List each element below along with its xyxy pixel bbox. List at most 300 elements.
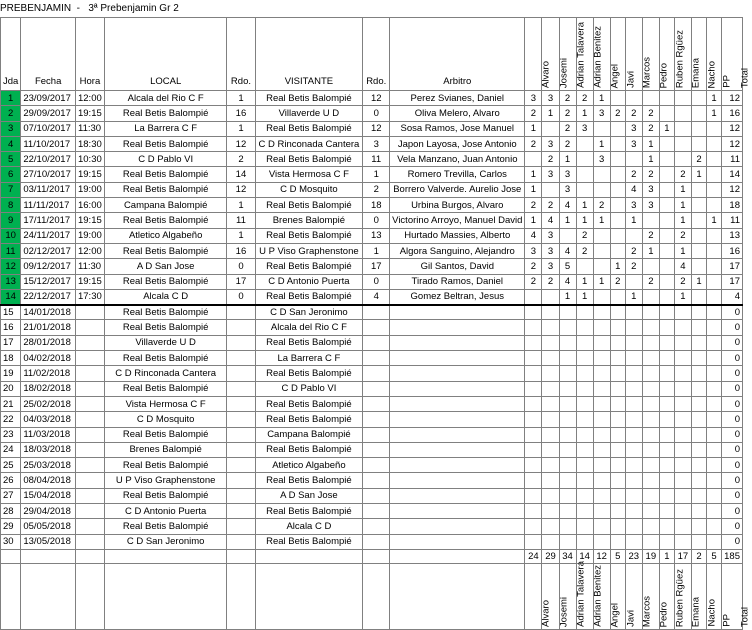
cell-goals xyxy=(610,335,625,350)
cell-arbitro: Japon Layosa, Jose Antonio xyxy=(390,136,525,151)
cell-goals: 3 xyxy=(542,228,559,243)
cell-goals xyxy=(542,121,559,136)
cell-rdo-local: 12 xyxy=(227,136,255,151)
cell-rdo-local: 11 xyxy=(227,213,255,228)
cell-goals: 1 xyxy=(593,213,610,228)
cell-goals xyxy=(659,396,674,411)
cell-goals xyxy=(559,228,576,243)
cell-rdo-local xyxy=(227,335,255,350)
cell-goals xyxy=(559,488,576,503)
cell-goals: 1 xyxy=(707,91,722,106)
match-row xyxy=(1,228,743,243)
cell-goals xyxy=(659,213,674,228)
cell-goals xyxy=(674,458,691,473)
match-table xyxy=(0,17,751,630)
cell-goals xyxy=(525,488,542,503)
cell-jda: 27 xyxy=(1,488,21,503)
cell-rdo-local xyxy=(227,534,255,549)
match-row xyxy=(1,427,743,442)
cell-goals xyxy=(610,213,625,228)
header-visitante: VISITANTE xyxy=(255,18,363,91)
cell-goals: 1 xyxy=(674,182,691,197)
cell-fecha: 23/09/2017 xyxy=(21,91,76,106)
cell-arbitro: Oliva Melero, Alvaro xyxy=(390,106,525,121)
cell-local: Real Betis Balompié xyxy=(104,213,227,228)
cell-goals xyxy=(691,442,706,457)
cell-goals xyxy=(659,274,674,289)
cell-rdo-local: 16 xyxy=(227,106,255,121)
cell-jda: 8 xyxy=(1,198,21,213)
footer-player xyxy=(576,563,604,629)
cell-goals xyxy=(659,182,674,197)
cell-total: 0 xyxy=(722,488,743,503)
cell-goals xyxy=(559,427,576,442)
cell-local: Brenes Balompié xyxy=(104,442,227,457)
cell-fecha: 14/01/2018 xyxy=(21,305,76,320)
cell-goals xyxy=(625,335,642,350)
player-name: Alvaro xyxy=(540,599,552,627)
cell-hora xyxy=(75,427,104,442)
cell-rdo-local: 12 xyxy=(227,182,255,197)
cell-goals xyxy=(525,396,542,411)
cell-jda: 22 xyxy=(1,412,21,427)
cell-player-total: 23 xyxy=(625,549,642,563)
cell-goals xyxy=(525,458,542,473)
cell-goals: 3 xyxy=(625,121,642,136)
cell-goals: 3 xyxy=(642,182,659,197)
header-player xyxy=(659,18,686,91)
cell-goals xyxy=(576,396,593,411)
cell-goals xyxy=(674,91,691,106)
cell-goals: 1 xyxy=(707,106,722,121)
cell-rdo-local: 14 xyxy=(227,167,255,182)
cell-rdo-local: 1 xyxy=(227,121,255,136)
player-name: Angel xyxy=(609,602,621,627)
cell-rdo-visitante: 1 xyxy=(363,167,390,182)
empty-cell xyxy=(363,563,390,629)
cell-goals xyxy=(707,305,722,320)
cell-rdo-visitante xyxy=(363,458,390,473)
cell-goals xyxy=(691,305,706,320)
cell-arbitro: Gil Santos, David xyxy=(390,259,525,274)
header-local: LOCAL xyxy=(104,18,227,91)
cell-goals xyxy=(610,504,625,519)
header-player xyxy=(610,18,637,91)
cell-goals xyxy=(525,412,542,427)
footer-player xyxy=(722,563,751,629)
cell-goals xyxy=(659,289,674,304)
cell-hora xyxy=(75,381,104,396)
empty-cell xyxy=(1,549,21,563)
cell-fecha: 13/05/2018 xyxy=(21,534,76,549)
cell-arbitro xyxy=(390,488,525,503)
cell-goals xyxy=(707,167,722,182)
cell-goals: 1 xyxy=(610,259,625,274)
cell-total: 16 xyxy=(722,106,743,121)
cell-goals: 2 xyxy=(625,167,642,182)
cell-goals: 1 xyxy=(593,274,610,289)
cell-goals xyxy=(707,320,722,335)
cell-goals xyxy=(559,412,576,427)
cell-fecha: 08/04/2018 xyxy=(21,473,76,488)
cell-goals xyxy=(674,136,691,151)
cell-goals xyxy=(625,427,642,442)
cell-goals: 4 xyxy=(559,274,576,289)
cell-rdo-local xyxy=(227,381,255,396)
cell-local: Real Betis Balompié xyxy=(104,106,227,121)
cell-hora xyxy=(75,366,104,381)
cell-goals: 1 xyxy=(525,213,542,228)
cell-hora xyxy=(75,335,104,350)
cell-arbitro xyxy=(390,412,525,427)
cell-goals xyxy=(659,243,674,258)
cell-goals xyxy=(610,121,625,136)
cell-visitante: Real Betis Balompié xyxy=(255,504,363,519)
header-rdo-local: Rdo. xyxy=(227,18,255,91)
cell-goals xyxy=(593,167,610,182)
cell-goals xyxy=(642,458,659,473)
cell-goals xyxy=(707,136,722,151)
player-name: PP xyxy=(721,614,733,627)
cell-goals xyxy=(559,335,576,350)
cell-goals xyxy=(610,488,625,503)
cell-visitante: La Barrera C F xyxy=(255,351,363,366)
cell-total: 17 xyxy=(722,274,743,289)
player-name: Javi xyxy=(625,610,637,627)
cell-goals: 2 xyxy=(525,198,542,213)
cell-goals: 4 xyxy=(559,198,576,213)
match-row xyxy=(1,335,743,350)
cell-goals xyxy=(593,305,610,320)
cell-total: 0 xyxy=(722,305,743,320)
cell-rdo-visitante: 0 xyxy=(363,106,390,121)
cell-goals xyxy=(576,320,593,335)
cell-goals xyxy=(707,396,722,411)
cell-goals xyxy=(525,366,542,381)
cell-fecha: 18/03/2018 xyxy=(21,442,76,457)
cell-local: C D Antonio Puerta xyxy=(104,504,227,519)
cell-local: Real Betis Balompié xyxy=(104,351,227,366)
cell-goals xyxy=(593,289,610,304)
cell-goals xyxy=(625,228,642,243)
cell-goals xyxy=(559,504,576,519)
cell-goals xyxy=(593,351,610,366)
cell-goals xyxy=(542,366,559,381)
cell-rdo-local: 1 xyxy=(227,228,255,243)
cell-goals xyxy=(707,534,722,549)
cell-hora: 19:00 xyxy=(75,182,104,197)
cell-goals xyxy=(674,427,691,442)
cell-goals xyxy=(593,488,610,503)
cell-visitante: Real Betis Balompié xyxy=(255,259,363,274)
cell-goals xyxy=(576,504,593,519)
match-row xyxy=(1,198,743,213)
cell-total: 0 xyxy=(722,458,743,473)
cell-goals xyxy=(576,458,593,473)
cell-goals: 1 xyxy=(576,274,593,289)
cell-jda: 17 xyxy=(1,335,21,350)
player-name: Adrian Talavera xyxy=(575,561,587,627)
cell-jda: 30 xyxy=(1,534,21,549)
cell-total: 13 xyxy=(722,228,743,243)
cell-goals xyxy=(642,289,659,304)
footer-player xyxy=(691,563,718,629)
cell-arbitro xyxy=(390,427,525,442)
empty-cell xyxy=(255,563,363,629)
cell-hora: 16:00 xyxy=(75,198,104,213)
cell-goals xyxy=(707,243,722,258)
cell-goals: 1 xyxy=(659,121,674,136)
cell-rdo-visitante xyxy=(363,488,390,503)
cell-goals xyxy=(642,305,659,320)
cell-jda: 12 xyxy=(1,259,21,274)
player-name: Total xyxy=(739,606,751,627)
empty-cell xyxy=(21,563,76,629)
cell-goals xyxy=(674,366,691,381)
cell-hora: 12:00 xyxy=(75,243,104,258)
cell-goals xyxy=(691,243,706,258)
cell-goals: 1 xyxy=(559,152,576,167)
cell-arbitro xyxy=(390,504,525,519)
empty-cell xyxy=(104,563,227,629)
cell-rdo-local xyxy=(227,488,255,503)
match-row xyxy=(1,488,743,503)
cell-goals xyxy=(707,289,722,304)
cell-rdo-visitante: 11 xyxy=(363,152,390,167)
cell-total: 0 xyxy=(722,396,743,411)
match-row xyxy=(1,121,743,136)
cell-goals xyxy=(576,427,593,442)
header-player xyxy=(593,18,621,91)
cell-goals xyxy=(642,396,659,411)
cell-goals: 1 xyxy=(674,198,691,213)
cell-rdo-visitante: 12 xyxy=(363,121,390,136)
cell-goals xyxy=(659,91,674,106)
empty-cell xyxy=(255,549,363,563)
cell-hora xyxy=(75,412,104,427)
cell-local: C D Mosquito xyxy=(104,412,227,427)
cell-goals: 3 xyxy=(525,243,542,258)
cell-goals: 1 xyxy=(691,167,706,182)
cell-arbitro xyxy=(390,366,525,381)
player-name: Ruben Rgüez xyxy=(674,568,686,627)
cell-visitante: Real Betis Balompié xyxy=(255,366,363,381)
cell-rdo-visitante xyxy=(363,473,390,488)
empty-cell xyxy=(390,549,525,563)
cell-local: Vista Hermosa C F xyxy=(104,396,227,411)
cell-player-total: 24 xyxy=(525,549,542,563)
cell-hora: 17:30 xyxy=(75,289,104,304)
cell-hora: 11:30 xyxy=(75,121,104,136)
match-row xyxy=(1,91,743,106)
cell-goals: 2 xyxy=(674,167,691,182)
cell-goals xyxy=(542,335,559,350)
sheet-title: PREBENJAMIN - 3ª Prebenjamin Gr 2 xyxy=(0,3,179,14)
cell-visitante: C D San Jeronimo xyxy=(255,305,363,320)
cell-rdo-visitante xyxy=(363,366,390,381)
cell-goals xyxy=(691,213,706,228)
cell-goals xyxy=(642,473,659,488)
cell-jda: 19 xyxy=(1,366,21,381)
player-name: Alvaro xyxy=(540,61,552,88)
cell-jda: 24 xyxy=(1,442,21,457)
cell-arbitro xyxy=(390,381,525,396)
cell-goals xyxy=(659,458,674,473)
cell-total: 11 xyxy=(722,152,743,167)
cell-rdo-local xyxy=(227,442,255,457)
cell-visitante: Vista Hermosa C F xyxy=(255,167,363,182)
cell-local: Alcala C D xyxy=(104,289,227,304)
cell-local: C D Pablo VI xyxy=(104,152,227,167)
cell-player-total: 29 xyxy=(542,549,559,563)
cell-goals xyxy=(691,289,706,304)
match-row xyxy=(1,243,743,258)
cell-goals: 2 xyxy=(559,91,576,106)
empty-cell xyxy=(227,549,255,563)
cell-goals: 1 xyxy=(525,182,542,197)
cell-rdo-visitante: 13 xyxy=(363,228,390,243)
cell-rdo-local xyxy=(227,320,255,335)
cell-visitante: C D Rinconada Cantera xyxy=(255,136,363,151)
cell-goals xyxy=(625,473,642,488)
cell-visitante: Atletico Algabeño xyxy=(255,458,363,473)
cell-hora: 10:30 xyxy=(75,152,104,167)
empty-cell xyxy=(227,563,255,629)
footer-names-row xyxy=(1,563,743,629)
cell-goals xyxy=(610,534,625,549)
cell-goals xyxy=(559,381,576,396)
cell-goals xyxy=(707,381,722,396)
cell-rdo-local xyxy=(227,351,255,366)
cell-goals xyxy=(674,335,691,350)
cell-visitante: Alcala C D xyxy=(255,519,363,534)
cell-total: 18 xyxy=(722,198,743,213)
cell-fecha: 15/04/2018 xyxy=(21,488,76,503)
cell-goals: 4 xyxy=(525,228,542,243)
cell-total: 0 xyxy=(722,427,743,442)
cell-total: 11 xyxy=(722,213,743,228)
cell-goals xyxy=(691,396,706,411)
match-row xyxy=(1,274,743,289)
cell-rdo-local: 1 xyxy=(227,198,255,213)
match-row xyxy=(1,182,743,197)
cell-goals xyxy=(525,504,542,519)
cell-goals xyxy=(674,412,691,427)
header-player xyxy=(559,18,587,91)
cell-visitante: C D Antonio Puerta xyxy=(255,274,363,289)
cell-goals xyxy=(691,121,706,136)
cell-goals: 1 xyxy=(576,289,593,304)
cell-goals xyxy=(659,259,674,274)
cell-total: 4 xyxy=(722,289,743,304)
cell-local: Real Betis Balompié xyxy=(104,381,227,396)
cell-local: Real Betis Balompié xyxy=(104,274,227,289)
cell-local: La Barrera C F xyxy=(104,121,227,136)
cell-goals xyxy=(593,320,610,335)
player-name: Josemi xyxy=(558,596,569,627)
cell-goals: 4 xyxy=(674,259,691,274)
cell-goals: 1 xyxy=(559,289,576,304)
cell-goals xyxy=(642,488,659,503)
totals-row xyxy=(1,549,743,563)
cell-goals xyxy=(610,412,625,427)
cell-rdo-visitante: 12 xyxy=(363,91,390,106)
cell-total: 0 xyxy=(722,366,743,381)
cell-goals xyxy=(542,519,559,534)
empty-cell xyxy=(21,549,76,563)
match-row xyxy=(1,442,743,457)
footer-player xyxy=(707,563,733,629)
cell-goals xyxy=(674,442,691,457)
cell-goals: 2 xyxy=(674,274,691,289)
match-row xyxy=(1,396,743,411)
cell-goals: 1 xyxy=(576,213,593,228)
cell-arbitro: Perez Svianes, Daniel xyxy=(390,91,525,106)
match-row xyxy=(1,458,743,473)
cell-fecha: 11/03/2018 xyxy=(21,427,76,442)
cell-visitante: Villaverde U D xyxy=(255,106,363,121)
footer-player xyxy=(610,563,637,629)
cell-jda: 13 xyxy=(1,274,21,289)
cell-rdo-visitante: 18 xyxy=(363,198,390,213)
cell-goals xyxy=(707,121,722,136)
cell-goals xyxy=(610,351,625,366)
cell-rdo-visitante: 2 xyxy=(363,182,390,197)
match-row xyxy=(1,351,743,366)
cell-goals: 2 xyxy=(525,259,542,274)
cell-fecha: 02/12/2017 xyxy=(21,243,76,258)
cell-goals: 2 xyxy=(559,136,576,151)
cell-local: Real Betis Balompié xyxy=(104,458,227,473)
cell-rdo-visitante xyxy=(363,396,390,411)
cell-jda: 9 xyxy=(1,213,21,228)
cell-goals xyxy=(707,198,722,213)
cell-goals: 2 xyxy=(642,228,659,243)
cell-total: 0 xyxy=(722,351,743,366)
cell-local: Atletico Algabeño xyxy=(104,228,227,243)
cell-total: 16 xyxy=(722,243,743,258)
cell-goals xyxy=(610,473,625,488)
footer-player xyxy=(642,563,670,629)
cell-player-total: 17 xyxy=(674,549,691,563)
cell-goals xyxy=(542,182,559,197)
match-row xyxy=(1,519,743,534)
cell-goals xyxy=(707,366,722,381)
cell-fecha: 27/10/2017 xyxy=(21,167,76,182)
cell-goals xyxy=(642,213,659,228)
cell-goals: 2 xyxy=(525,136,542,151)
cell-goals xyxy=(610,289,625,304)
cell-total: 0 xyxy=(722,504,743,519)
cell-goals xyxy=(576,182,593,197)
cell-goals xyxy=(691,136,706,151)
cell-goals xyxy=(674,396,691,411)
cell-hora xyxy=(75,396,104,411)
cell-rdo-local xyxy=(227,504,255,519)
cell-goals: 1 xyxy=(674,213,691,228)
cell-goals xyxy=(659,412,674,427)
cell-goals xyxy=(659,427,674,442)
cell-goals xyxy=(659,167,674,182)
cell-goals xyxy=(525,534,542,549)
cell-goals xyxy=(610,167,625,182)
cell-goals xyxy=(642,427,659,442)
cell-goals xyxy=(707,412,722,427)
empty-cell xyxy=(104,549,227,563)
cell-goals xyxy=(559,442,576,457)
cell-goals xyxy=(593,182,610,197)
cell-goals xyxy=(593,335,610,350)
